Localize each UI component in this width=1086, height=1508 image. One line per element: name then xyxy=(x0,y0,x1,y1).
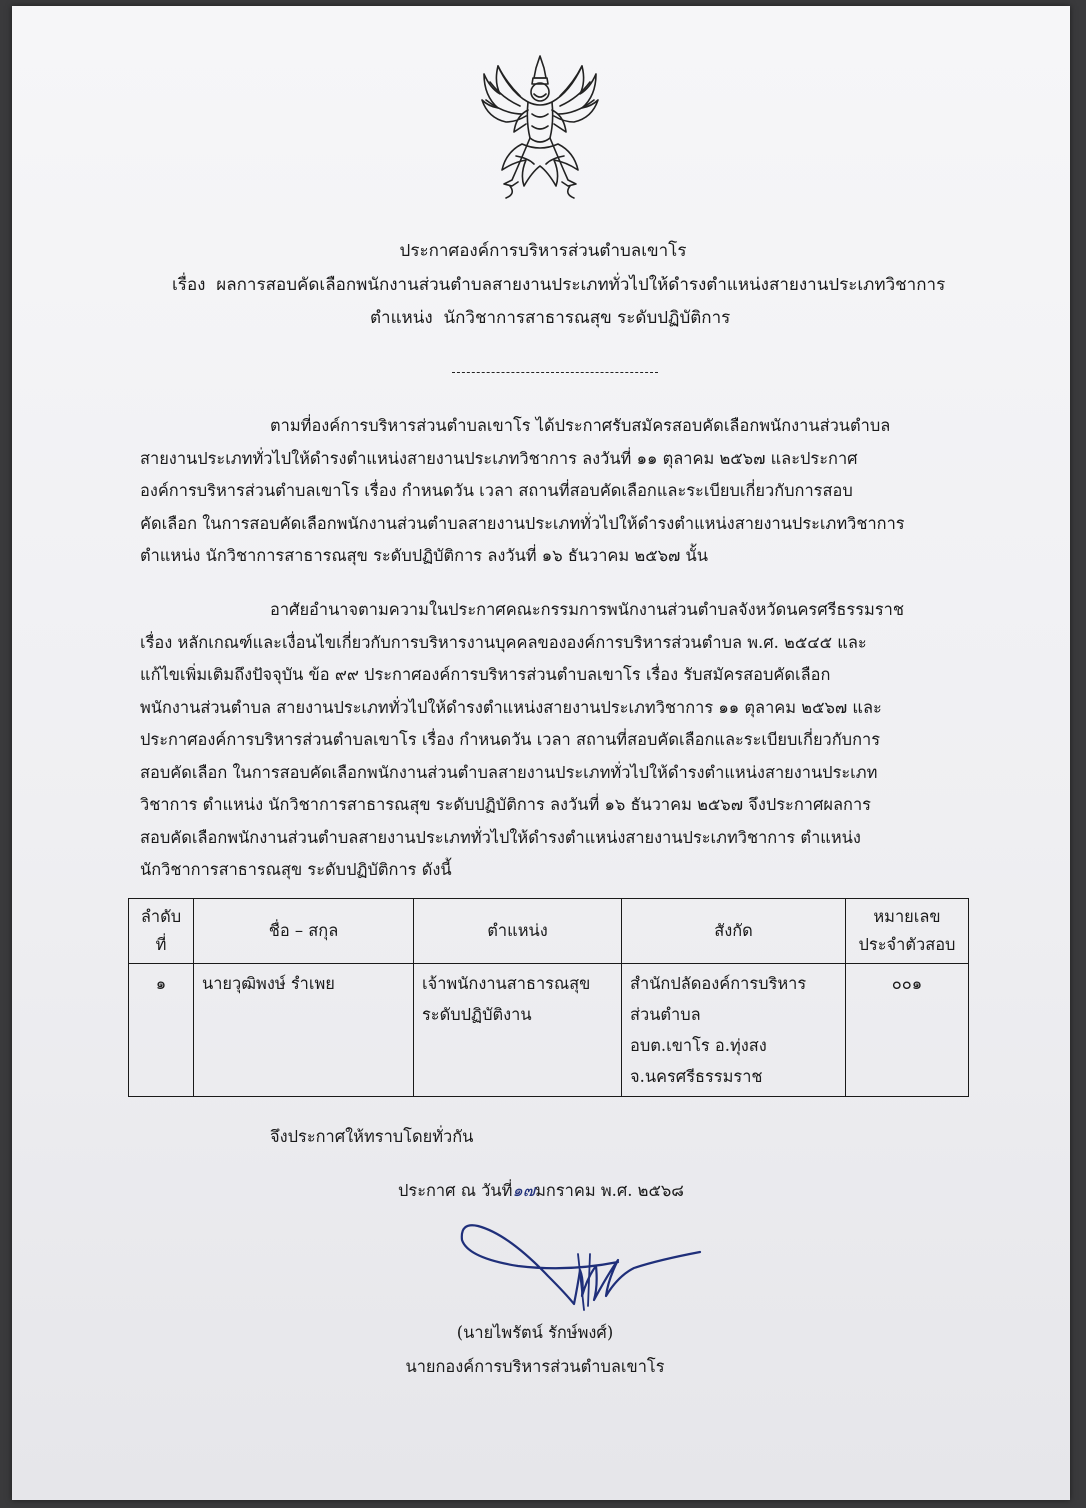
cell-name: นายวุฒิพงษ์ รำเพย xyxy=(194,964,414,1097)
divider xyxy=(452,372,658,373)
text-line: เรื่อง หลักเกณฑ์และเงื่อนไขเกี่ยวกับการบริหารงานบุคคลขององค์การบริหารส่วนตำบล พ.ศ. ๒๕๔๕ และ xyxy=(140,632,867,652)
signatory-name: (นายไพรัตน์ รักษ์พงศ์) xyxy=(456,1323,614,1342)
org-title: ประกาศองค์การบริหารส่วนตำบลเขาโร xyxy=(399,241,687,261)
table-row xyxy=(129,964,969,1097)
position-text: นักวิชาการสาธารณสุข ระดับปฏิบัติการ xyxy=(443,308,731,328)
col-position-header: ตำแหน่ง xyxy=(414,899,622,964)
col-exam-no-header: หมายเลข ประจำตัวสอบ xyxy=(846,899,969,964)
paragraph-2 xyxy=(140,594,966,887)
text-line: ประกาศองค์การบริหารส่วนตำบลเขาโร เรื่อง กำหนดวัน เวลา สถานที่สอบคัดเลือกและระเบียบเกี่ยวกับการ xyxy=(140,730,881,749)
table-header-row xyxy=(129,899,969,964)
text-line: สายงานประเภททั่วไปให้ดำรงตำแหน่งสายงานประเภทวิชาการ ลงวันที่ ๑๑ ตุลาคม ๒๕๖๗ และประกาศ xyxy=(140,448,858,468)
signature-icon xyxy=(458,1214,704,1314)
text-line: วิชาการ ตำแหน่ง นักวิชาการสาธารณสุข ระดับปฏิบัติการ ลงวันที่ ๑๖ ธันวาคม ๒๕๖๗ จึงประกาศผลการ xyxy=(140,795,871,814)
paragraph-1 xyxy=(140,410,966,573)
date-prefix: ประกาศ ณ วันที่ xyxy=(398,1181,513,1200)
position-line xyxy=(370,307,730,329)
text-line: แก้ไขเพิ่มเติมถึงปัจจุบัน ข้อ ๙๙ ประกาศองค์การบริหารส่วนตำบลเขาโร เรื่อง รับสมัครสอบคัดเลือก xyxy=(140,665,831,684)
results-table xyxy=(128,898,969,1097)
text-line: สอบคัดเลือก ในการสอบคัดเลือกพนักงานส่วนตำบลสายงานประเภททั่วไปให้ดำรงตำแหน่งสายงานประเภท xyxy=(140,762,878,782)
subject-text: ผลการสอบคัดเลือกพนักงานส่วนตำบลสายงานประเภททั่วไปให้ดำรงตำแหน่งสายงานประเภทวิชาการ xyxy=(216,275,946,295)
col-name-header: ชื่อ – สกุล xyxy=(194,899,414,964)
text-line: พนักงานส่วนตำบล สายงานประเภททั่วไปให้ดำรงตำแหน่งสายงานประเภทวิชาการ ๑๑ ตุลาคม ๒๕๖๗ และ xyxy=(140,697,882,717)
col-no-header: ลำดับ ที่ xyxy=(129,899,194,964)
subject-line xyxy=(172,274,945,296)
text-line: อาศัยอำนาจตามความในประกาศคณะกรรมการพนักงานส่วนตำบลจังหวัดนครศรีธรรมราช xyxy=(270,600,904,619)
position-label: ตำแหน่ง xyxy=(370,308,433,328)
cell-exam-no: ๐๐๑ xyxy=(846,964,969,1097)
date-day-handwritten: ๑๗ xyxy=(512,1181,536,1200)
cell-position: เจ้าพนักงานสาธารณสุข ระดับปฏิบัติงาน xyxy=(414,964,622,1097)
text-line: องค์การบริหารส่วนตำบลเขาโร เรื่อง กำหนดวัน เวลา สถานที่สอบคัดเลือกและระเบียบเกี่ยวกับการสอบ xyxy=(140,481,853,500)
signatory-title: นายกองค์การบริหารส่วนตำบลเขาโร xyxy=(405,1357,665,1376)
garuda-emblem-icon xyxy=(476,52,604,202)
col-affiliation-header: สังกัด xyxy=(622,899,846,964)
cell-no: ๑ xyxy=(129,964,194,1097)
subject-label: เรื่อง xyxy=(172,275,206,295)
text-line: ตามที่องค์การบริหารส่วนตำบลเขาโร ได้ประกาศรับสมัครสอบคัดเลือกพนักงานส่วนตำบล xyxy=(270,416,891,435)
closing-text: จึงประกาศให้ทราบโดยทั่วกัน xyxy=(270,1127,474,1146)
text-line: นักวิชาการสาธารณสุข ระดับปฏิบัติการ ดังนี้ xyxy=(140,860,452,879)
text-line: คัดเลือก ในการสอบคัดเลือกพนักงานส่วนตำบลสายงานประเภททั่วไปให้ดำรงตำแหน่งสายงานประเภทวิชาการ xyxy=(140,513,905,533)
text-line: ตำแหน่ง นักวิชาการสาธารณสุข ระดับปฏิบัติการ ลงวันที่ ๑๖ ธันวาคม ๒๕๖๗ นั้น xyxy=(140,546,708,565)
announce-date xyxy=(398,1180,684,1202)
text-line: สอบคัดเลือกพนักงานส่วนตำบลสายงานประเภททั่วไปให้ดำรงตำแหน่งสายงานประเภทวิชาการ ตำแหน่ง xyxy=(140,827,861,847)
cell-affiliation: สำนักปลัดองค์การบริหาร ส่วนตำบล อบต.เขาโร อ.ทุ่งสง จ.นครศรีธรรมราช xyxy=(622,964,846,1097)
date-rest: มกราคม พ.ศ. ๒๕๖๘ xyxy=(535,1181,684,1200)
